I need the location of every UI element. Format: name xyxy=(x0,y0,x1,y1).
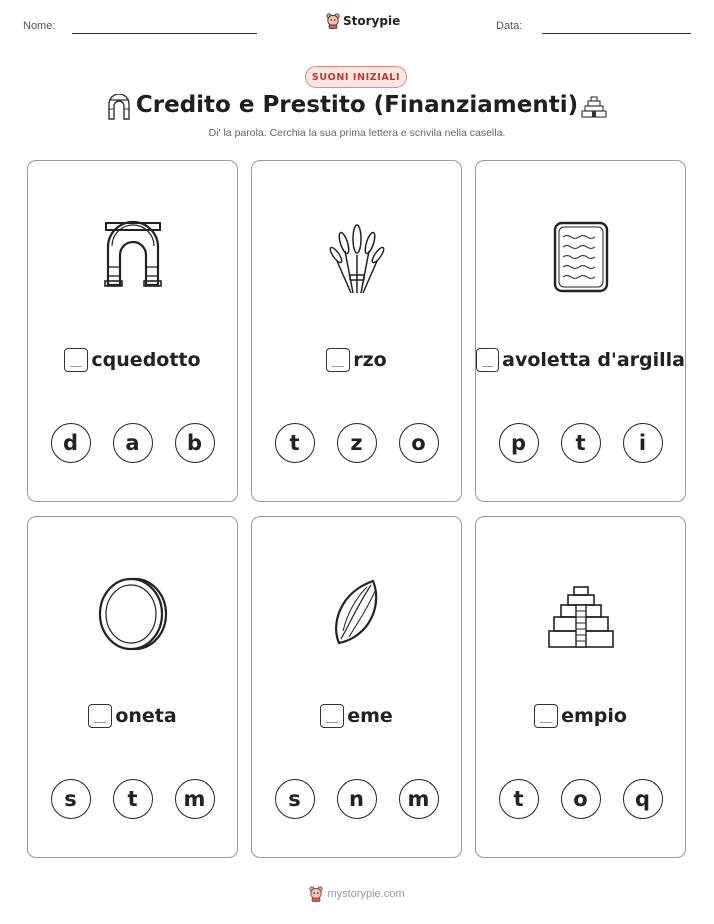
storypie-mascot-icon xyxy=(326,13,340,29)
word-remainder: eme xyxy=(347,705,393,727)
letter-option[interactable]: m xyxy=(399,779,439,819)
exercise-card xyxy=(27,516,238,858)
category-badge: SUONI INIZIALI xyxy=(305,66,407,88)
aqueduct-arch-icon xyxy=(103,219,163,289)
letter-option[interactable]: n xyxy=(337,779,377,819)
page-title: Credito e Prestito (Finanziamenti) xyxy=(135,92,579,118)
letter-option[interactable]: t xyxy=(113,779,153,819)
instructions: Di' la parola. Cerchia la sua prima lettera e scrivila nella casella. xyxy=(208,127,506,139)
exercise-card xyxy=(475,516,686,858)
letter-option[interactable]: t xyxy=(561,423,601,463)
letter-option[interactable]: d xyxy=(51,423,91,463)
word-remainder: empio xyxy=(561,705,627,727)
answer-box[interactable] xyxy=(320,704,344,728)
word-remainder: rzo xyxy=(353,349,387,371)
word-remainder: avoletta d'argilla xyxy=(502,349,685,371)
letter-option[interactable]: a xyxy=(113,423,153,463)
letter-option[interactable]: m xyxy=(175,779,215,819)
word-remainder: oneta xyxy=(115,705,177,727)
date-label: Data: xyxy=(496,20,523,32)
date-line[interactable] xyxy=(542,33,691,34)
brand-name: Storypie xyxy=(343,14,401,28)
answer-box[interactable] xyxy=(534,704,558,728)
exercise-card xyxy=(27,160,238,502)
exercise-card xyxy=(251,160,462,502)
letter-option[interactable]: o xyxy=(399,423,439,463)
letter-option[interactable]: b xyxy=(175,423,215,463)
wheat-bundle-icon xyxy=(329,219,385,295)
exercise-card xyxy=(251,516,462,858)
letter-option[interactable]: t xyxy=(499,779,539,819)
answer-box[interactable] xyxy=(88,704,112,728)
footer-url[interactable]: mystorypie.com xyxy=(327,888,405,900)
footer xyxy=(0,886,714,902)
answer-box[interactable] xyxy=(64,348,88,372)
letter-option[interactable]: p xyxy=(499,423,539,463)
storypie-mascot-icon xyxy=(309,886,323,902)
answer-box[interactable] xyxy=(476,348,499,372)
letter-option[interactable]: s xyxy=(275,779,315,819)
name-line[interactable] xyxy=(72,33,257,34)
letter-option[interactable]: z xyxy=(337,423,377,463)
ziggurat-temple-icon xyxy=(580,95,608,119)
letter-option[interactable]: q xyxy=(623,779,663,819)
ziggurat-temple-icon xyxy=(547,585,615,649)
seed-icon xyxy=(329,575,385,649)
word-remainder: cquedotto xyxy=(91,349,201,371)
letter-option[interactable]: t xyxy=(275,423,315,463)
brand-logo xyxy=(326,13,400,29)
letter-option[interactable]: s xyxy=(51,779,91,819)
answer-box[interactable] xyxy=(326,348,350,372)
exercise-card xyxy=(475,160,686,502)
clay-tablet-icon xyxy=(551,219,611,295)
name-label: Nome: xyxy=(23,20,56,32)
coin-icon xyxy=(97,575,169,653)
letter-option[interactable]: o xyxy=(561,779,601,819)
letter-option[interactable]: i xyxy=(623,423,663,463)
